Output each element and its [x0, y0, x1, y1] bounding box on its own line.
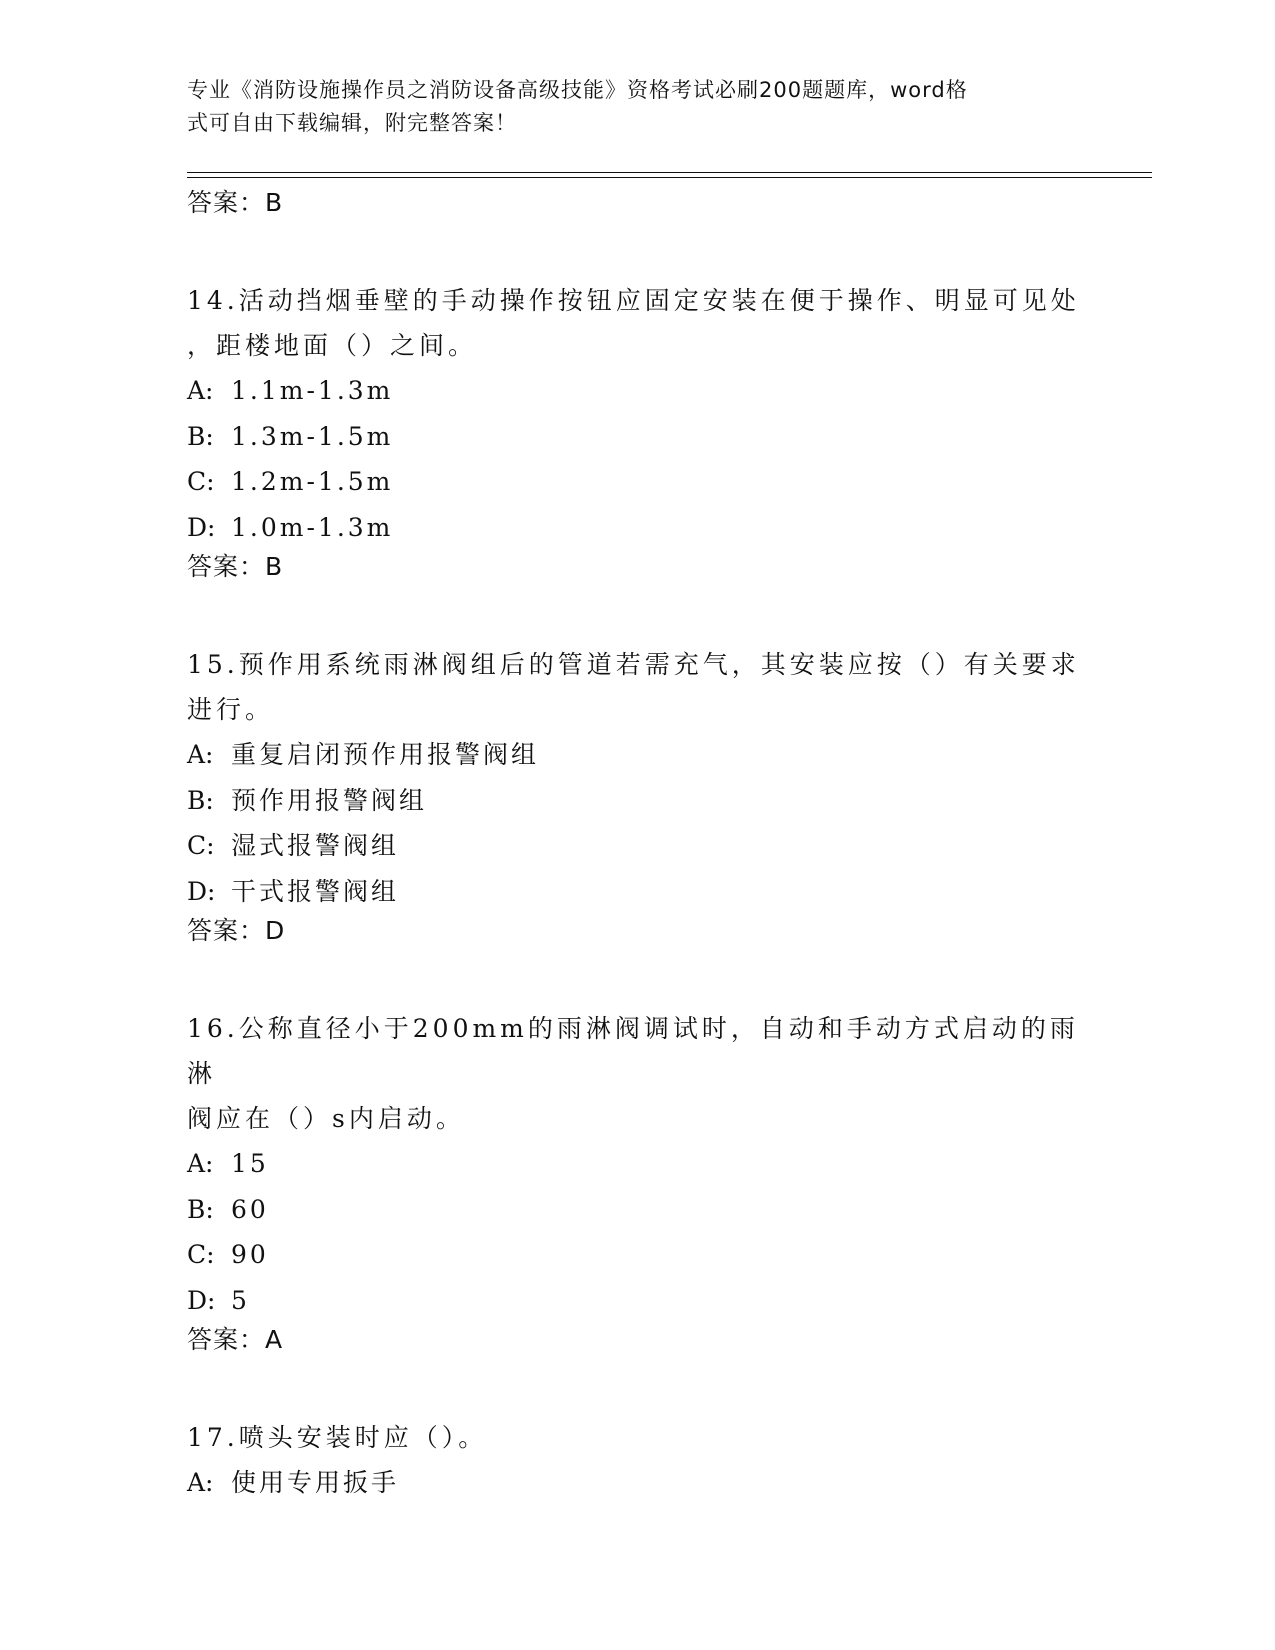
option-b: B: 预作用报警阀组	[187, 785, 428, 815]
option-a: A: 1.1m-1.3m	[187, 376, 394, 405]
option-c: C: 90	[187, 1240, 269, 1269]
question-stem: 17.喷头安装时应（）。	[187, 1423, 488, 1452]
document-header	[187, 74, 1067, 140]
answer-line: 答案：A	[187, 1325, 284, 1354]
header-line-1: 专业《消防设施操作员之消防设备高级技能》资格考试必刷200题题库，word格	[187, 78, 968, 102]
option-d: D: 干式报警阀组	[187, 876, 400, 906]
question-16	[187, 1006, 1087, 1357]
header-line-2: 式可自由下载编辑，附完整答案！	[187, 111, 517, 135]
answer-line: 答案：D	[187, 916, 286, 945]
option-c: C: 湿式报警阀组	[187, 831, 400, 860]
question-stem: 14.活动挡烟垂壁的手动操作按钮应固定安装在便于操作、明显可见处 ，距楼地面（）之间。	[187, 286, 1080, 360]
question-17	[187, 1415, 1087, 1506]
option-b: B: 60	[187, 1194, 269, 1224]
option-a: A: 使用专用扳手	[187, 1468, 400, 1497]
question-stem: 16.公称直径小于200mm的雨淋阀调试时，自动和手动方式启动的雨淋 阀应在（）s内启动。	[187, 1014, 1079, 1133]
answer-line: 答案：B	[187, 188, 284, 217]
option-d: D: 1.0m-1.3m	[187, 512, 394, 542]
question-14	[187, 278, 1087, 584]
option-d: D: 5	[187, 1285, 250, 1315]
question-list	[187, 186, 1087, 1506]
answer-line: 答案：B	[187, 552, 284, 581]
question-stem: 15.预作用系统雨淋阀组后的管道若需充气，其安装应按（）有关要求 进行。	[187, 650, 1080, 724]
option-b: B: 1.3m-1.5m	[187, 421, 394, 451]
option-a: A: 15	[187, 1149, 269, 1178]
option-c: C: 1.2m-1.5m	[187, 467, 394, 496]
header-divider-top	[187, 172, 1152, 173]
question-15	[187, 642, 1087, 948]
option-a: A: 重复启闭预作用报警阀组	[187, 740, 540, 769]
header-divider-bottom	[187, 177, 1152, 178]
